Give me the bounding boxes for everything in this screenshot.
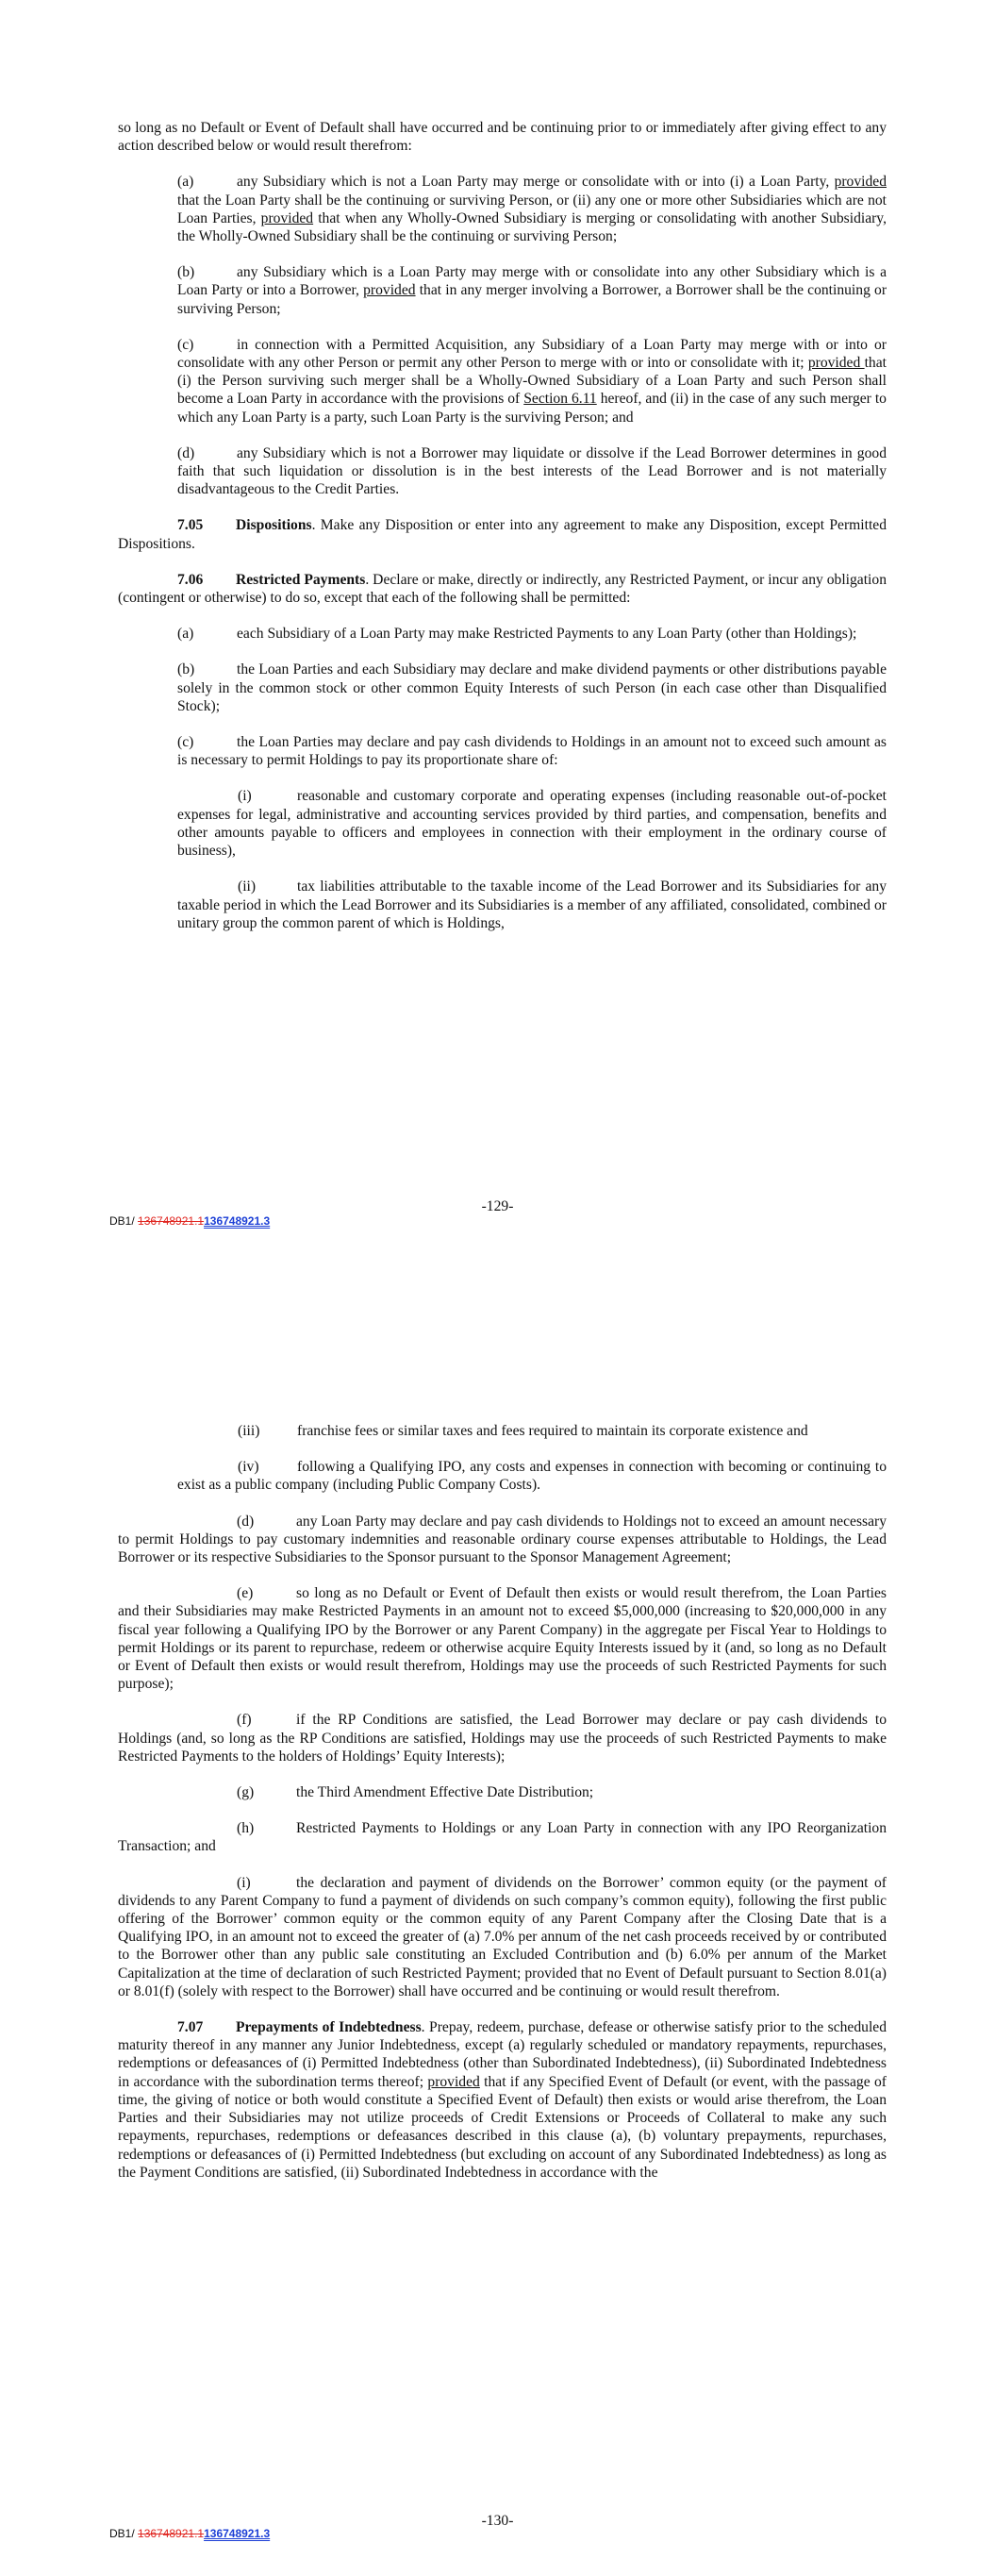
page-129-body [118,119,887,950]
clause-7-06-e [118,1584,887,1693]
intro-text: so long as no Default or Event of Default shall have occurred and be continuing prior to or immediately after giving effect to any action described below or would result therefrom: [118,120,887,155]
section-number: 7.06 [177,571,204,588]
clause-7-06-g [118,1783,887,1801]
section-text: that if any Specified Event of Default (or event, with the passage of time, the giving of notice or both would constitute a Specified Event of Default) then exists or would arise therefrom, the Loan Parties and their Subsidiaries may not utilize proceeds of Credit Extensions or Proceeds of Collateral to make any such repayments, repurchases, redemptions or defeasances described in this clause (a), (b) voluntary prepayments, repurchases, redemptions or defeasances of (i) Permitted Indebtedness (but excluding on account of any Subordinated Indebtedness) as long as the Payment Conditions are satisfied, (ii) Subordinated Indebtedness in accordance with the [118,2073,887,2181]
page-number: -130- [481,2513,514,2529]
section-title: Dispositions [236,517,312,534]
underlined-term: provided [260,209,314,226]
clause-7-04-a [118,173,887,245]
clause-text: if the RP Conditions are satisfied, the Lead Borrower may declare or pay cash dividends to Holdings (and, so long as the RP Conditions are satisfied, Holdings may use the proceeds of such Restricted Payments to make Restricted Payments to the holders of Holdings’ Equity Interests); [118,1712,887,1765]
clause-label: (b) [177,661,195,678]
clause-7-06-c-iv [118,1458,887,1494]
clause-text: that the Loan Party shall be the continuing or surviving Person, or (ii) any one or more other Subsidiaries which are not Loan Parties, [177,192,887,226]
deleted-version-number: 136748921.1 [138,1214,205,1228]
clause-label: (c) [177,734,194,751]
underlined-term: provided [807,355,865,372]
clause-label: (iv) [238,1459,259,1476]
section-number: 7.07 [177,2019,204,2036]
underlined-term: provided [363,282,416,299]
clause-text: reasonable and customary corporate and operating expenses (including reasonable out-of-pocket expenses for legal, administrative and accounting services provided by third parties, and compensation, benefits and other amounts payable to officers and employees in connection with their employment in the ordinary course of business), [177,788,887,860]
section-number: 7.05 [177,517,204,534]
clause-label: (b) [177,264,195,281]
clause-text: any Subsidiary which is not a Loan Party may merge or consolidate with or into (i) a Loan Party, [237,174,835,191]
clause-7-06-i [118,1874,887,2000]
clause-text: Restricted Payments to Holdings or any Loan Party in connection with any IPO Reorganization Transaction; and [118,1820,887,1855]
clause-7-06-b [118,661,887,715]
clause-text: in connection with a Permitted Acquisition, any Subsidiary of a Loan Party may merge with or into or consolidate with any other Person or permit any other Person to merge with or into or consolidate with it; [177,336,887,372]
clause-label: (d) [177,444,195,461]
clause-7-06-d [118,1513,887,1567]
deleted-version-number: 136748921.1 [138,2527,205,2540]
clause-label: (h) [237,1820,255,1837]
clause-text: franchise fees or similar taxes and fees required to maintain its corporate existence and [297,1423,808,1439]
clause-text: the Third Amendment Effective Date Distribution; [296,1784,594,1801]
clause-text: each Subsidiary of a Loan Party may make Restricted Payments to any Loan Party (other than Holdings); [237,626,857,643]
section-title: Restricted Payments [236,571,366,588]
section-7-07 [118,2018,887,2182]
clause-7-06-h [118,1819,887,1855]
clause-text: the Loan Parties and each Subsidiary may declare and make dividend payments or other distributions payable solely in the common stock or other common Equity Interests of such Person (in each case other than Disqualified Stock); [177,661,887,714]
clause-label: (d) [237,1513,255,1530]
underlined-term: provided [834,174,887,191]
section-7-05 [118,516,887,552]
clause-label: (ii) [238,878,257,895]
footer-prefix: DB1/ [109,1214,139,1228]
section-text: . Prepay, redeem, purchase, defease or otherwise satisfy prior to the scheduled maturity thereof in any manner any Junior Indebtedness, except (a) regularly scheduled or mandatory repayments, repurchases, redemptions or defeasances of (i) Permitted Indebtedness (other than Subordinated Indebtedness), (ii) Subordinated Indebtedness in accordance with the subordination terms thereof; [118,2019,887,2090]
intro-paragraph [118,119,887,155]
clause-label: (iii) [238,1423,260,1439]
underlined-term: provided [427,2073,480,2090]
clause-label: (i) [237,1874,251,1891]
clause-text: so long as no Default or Event of Default then exists or would result therefrom, the Loan Parties and their Subsidiaries may make Restricted Payments in an amount not to exceed $5,000,000 (increasing to $20,000,000 in any fiscal year following a Qualifying IPO by the Borrower or any Parent Company) in the aggregate per Fiscal Year to Holdings to permit Holdings or its parent to repurchase, redeem or otherwise acquire Equity Interests issued by it (and, so long as no Default or Event of Default then exists or would result therefrom, Holdings may use the proceeds of such Restricted Payments for such purpose); [118,1585,887,1693]
footer-prefix: DB1/ [109,2527,139,2540]
clause-7-04-c [118,336,887,427]
page-130-body [118,1422,887,2200]
clause-text: that in any merger involving a Borrower, a Borrower shall be the continuing or surviving Person; [177,282,887,317]
clause-text: hereof, and (ii) in the case of any such merger to which any Loan Party is a party, such Loan Party is the surviving Person; and [177,391,887,426]
clause-7-06-c-ii [118,878,887,932]
section-text: . Make any Disposition or enter into any agreement to make any Disposition, except Permitted Dispositions. [118,517,887,552]
clause-7-04-b [118,263,887,318]
section-reference: Section 6.11 [523,391,597,408]
clause-label: (e) [237,1585,254,1602]
page-number: -129- [481,1198,514,1214]
inserted-version-number: 136748921.3 [204,1214,271,1228]
clause-text: any Loan Party may declare and pay cash dividends to Holdings not to exceed an amount necessary to permit Holdings to pay customary indemnities and reasonable ordinary course expenses attributable to Holdings, the Lead Borrower or its respective Subsidiaries to the Sponsor pursuant to the Sponsor Management Agreement; [118,1513,887,1566]
clause-text: the Loan Parties may declare and pay cash dividends to Holdings in an amount not to exceed such amount as is necessary to permit Holdings to pay its proportionate share of: [177,734,887,769]
clause-label: (a) [177,626,194,643]
clause-7-06-f [118,1711,887,1765]
clause-text: the declaration and payment of dividends on the Borrower’ common equity (or the payment of dividends to any Parent Company to fund a payment of dividends on such company’s common equity), following the first public offering of the Borrower’ common equity or the common equity of any Parent Company after the Closing Date that is a Qualifying IPO, in an amount not to exceed the greater of (a) 7.0% per annum of the net cash proceeds received by or contributed to the Borrower other than any public sale constituting an Excluded Contribution and (b) 6.0% per annum of the Market Capitalization at the time of declaration of such Restricted Payment; provided that no Event of Default pursuant to Section 8.01(a) or 8.01(f) (solely with respect to the Borrower) shall have occurred and be continuing or would result therefrom. [118,1874,887,1999]
clause-text: that when any Wholly-Owned Subsidiary is merging or consolidating with another Subsidiary, the Wholly-Owned Subsidiary shall be the continuing or surviving Person; [177,209,887,245]
clause-7-06-c-i [118,787,887,860]
clause-label: (g) [237,1784,255,1801]
clause-text: that (i) the Person surviving such merger shall be a Wholly-Owned Subsidiary of a Loan Party and such Person shall become a Loan Party in accordance with the provisions of [177,355,887,408]
clause-7-06-c [118,733,887,769]
clause-7-06-c-iii [118,1422,887,1440]
clause-text: any Subsidiary which is a Loan Party may merge with or consolidate into any other Subsidiary which is a Loan Party or into a Borrower, [177,264,887,299]
section-7-06 [118,571,887,607]
clause-label: (a) [177,174,194,191]
clause-text: any Subsidiary which is not a Borrower may liquidate or dissolve if the Lead Borrower determines in good faith that such liquidation or dissolution is in the best interests of the Lead Borrower and is not materially disadvantageous to the Credit Parties. [177,444,887,498]
clause-label: (f) [237,1712,252,1729]
section-title: Prepayments of Indebtedness [236,2019,422,2036]
page-130 [0,1288,995,2576]
clause-text: following a Qualifying IPO, any costs and expenses in connection with becoming or continuing to exist as a public company (including Public Company Costs). [177,1459,887,1494]
clause-text: tax liabilities attributable to the taxable income of the Lead Borrower and its Subsidiaries for any taxable period in which the Lead Borrower and its Subsidiaries is a member of any affiliated, consolidated, combined or unitary group the common parent of which is Holdings, [177,878,887,931]
clause-label: (c) [177,336,194,353]
section-text: . Declare or make, directly or indirectly, any Restricted Payment, or incur any obligation (contingent or otherwise) to do so, except that each of the following shall be permitted: [118,571,887,607]
inserted-version-number: 136748921.3 [204,2527,271,2540]
clause-7-06-a [118,625,887,643]
clause-label: (i) [238,788,252,805]
clause-7-04-d [118,444,887,499]
document-footer-id [109,2527,270,2540]
document-footer-id [109,1214,270,1228]
